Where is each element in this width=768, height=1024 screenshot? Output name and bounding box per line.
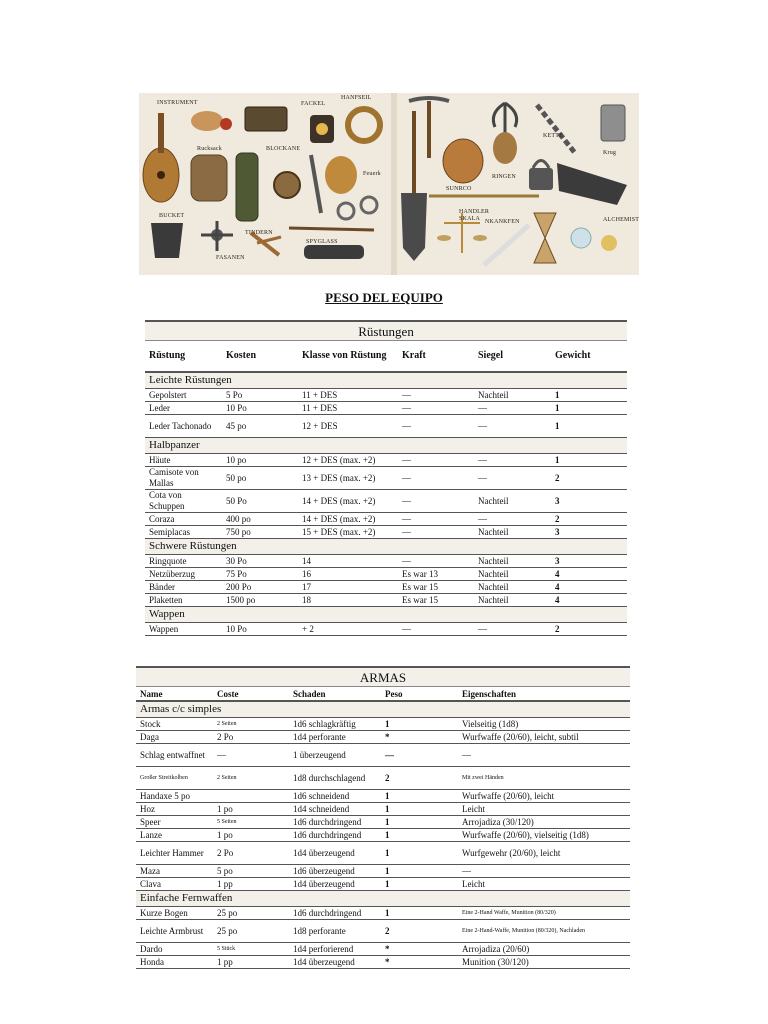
table-cell: Leder Tachonado	[145, 415, 222, 438]
table-cell: —	[381, 744, 458, 767]
table-cell: —	[398, 415, 474, 438]
table-cell: 1	[381, 878, 458, 891]
table-cell: Netzüberzug	[145, 568, 222, 581]
table-cell: Lanze	[136, 829, 213, 842]
table-cell: —	[458, 865, 630, 878]
table-row	[136, 767, 630, 790]
table-cell: —	[474, 415, 551, 438]
section-row	[145, 438, 627, 454]
table-cell: Kurze Bogen	[136, 907, 213, 920]
table-cell: + 2	[298, 623, 398, 636]
table-cell: —	[398, 490, 474, 513]
table-cell: Stock	[136, 718, 213, 731]
table-cell: 1	[381, 790, 458, 803]
table-cell: Nachteil	[474, 555, 551, 568]
table-cell: 1 po	[213, 803, 289, 816]
banner-label: ALCHEMIST	[603, 217, 639, 223]
table-cell: 4	[551, 581, 627, 594]
banner-label: FASANEN	[216, 255, 245, 261]
table-cell: 1 po	[213, 829, 289, 842]
banner-label: TINDERN	[245, 230, 273, 236]
table-row	[145, 490, 627, 513]
table-cell: —	[213, 744, 289, 767]
table-cell: Leichter Hammer	[136, 842, 213, 865]
weapons-table-caption	[136, 667, 630, 687]
column-header: Kraft	[398, 341, 474, 373]
table-cell: 1d6 durchdringend	[289, 907, 381, 920]
table-row	[136, 829, 630, 842]
table-cell: Arrojadiza (20/60)	[458, 943, 630, 956]
banner-label: KETTE	[543, 133, 563, 139]
table-cell: 1d4 perforierend	[289, 943, 381, 956]
column-header: Klasse von Rüstung	[298, 341, 398, 373]
table-cell: 25 po	[213, 920, 289, 943]
banner-label: FACKEL	[301, 101, 326, 107]
section-row	[145, 607, 627, 623]
table-cell: Nachteil	[474, 526, 551, 539]
table-row	[145, 555, 627, 568]
table-cell: 5 po	[213, 865, 289, 878]
table-cell: 2 Po	[213, 842, 289, 865]
table-cell: Nachteil	[474, 594, 551, 607]
table-row	[136, 907, 630, 920]
table-cell: 30 Po	[222, 555, 298, 568]
table-cell: Leicht	[458, 878, 630, 891]
column-header: Gewicht	[551, 341, 627, 373]
table-cell: Es war 13	[398, 568, 474, 581]
table-cell: 1d4 überzeugend	[289, 878, 381, 891]
table-cell: 4	[551, 594, 627, 607]
table-row	[136, 790, 630, 803]
table-row	[145, 415, 627, 438]
table-cell: Cota von Schuppen	[145, 490, 222, 513]
table-cell: —	[474, 454, 551, 467]
section-row	[136, 701, 630, 718]
table-cell: *	[381, 956, 458, 969]
table-cell: —	[398, 555, 474, 568]
table-cell: 3	[551, 526, 627, 539]
table-cell: 1	[381, 829, 458, 842]
table-cell: 1d4 überzeugend	[289, 956, 381, 969]
table-cell: 1	[551, 415, 627, 438]
table-cell: Wurfwaffe (20/60), leicht, subtil	[458, 731, 630, 744]
table-cell: 1500 po	[222, 594, 298, 607]
table-cell: Coraza	[145, 513, 222, 526]
table-cell: 2	[551, 623, 627, 636]
table-cell: Arrojadiza (30/120)	[458, 816, 630, 829]
table-row	[145, 581, 627, 594]
table-cell: Vielseitig (1d8)	[458, 718, 630, 731]
table-cell: Leichte Armbrust	[136, 920, 213, 943]
column-header: Siegel	[474, 341, 551, 373]
table-cell: 12 + DES	[298, 415, 398, 438]
table-row	[145, 594, 627, 607]
table-cell: Handaxe 5 po	[136, 790, 213, 803]
table-cell: 1 pp	[213, 956, 289, 969]
table-cell: Ringquote	[145, 555, 222, 568]
table-cell: —	[398, 454, 474, 467]
table-cell: 750 po	[222, 526, 298, 539]
table-cell: Wurfwaffe (20/60), vielseitig (1d8)	[458, 829, 630, 842]
table-cell: 16	[298, 568, 398, 581]
table-cell: 1	[551, 389, 627, 402]
table-cell: 1d6 durchdringend	[289, 829, 381, 842]
table-cell: 5 Po	[222, 389, 298, 402]
armor-table	[145, 320, 627, 636]
armor-caption: Rüstungen	[145, 321, 627, 341]
column-header: Eigenschaften	[458, 687, 630, 702]
section-title: Einfache Fernwaffen	[136, 891, 630, 907]
section-row	[145, 539, 627, 555]
table-cell: 1d6 schlagkräftig	[289, 718, 381, 731]
table-cell: 17	[298, 581, 398, 594]
table-cell: Nachteil	[474, 581, 551, 594]
table-cell: 1 überzeugend	[289, 744, 381, 767]
table-cell: —	[398, 513, 474, 526]
table-cell: 3	[551, 555, 627, 568]
table-cell: —	[474, 467, 551, 490]
table-cell: 1d6 überzeugend	[289, 865, 381, 878]
table-cell: Mit zwei Händen	[458, 767, 630, 790]
banner-label: HANFSEIL	[341, 95, 372, 101]
table-cell: 15 + DES (max. +2)	[298, 526, 398, 539]
section-row	[145, 372, 627, 389]
table-cell: 75 Po	[222, 568, 298, 581]
table-cell	[213, 790, 289, 803]
table-cell: Eine 2-Hand Waffe, Munition (80/320)	[458, 907, 630, 920]
table-cell: Es war 15	[398, 594, 474, 607]
equipment-drawing	[139, 93, 639, 275]
table-cell: 10 Po	[222, 402, 298, 415]
equipment-illustration	[139, 93, 639, 275]
table-cell: 12 + DES (max. +2)	[298, 454, 398, 467]
banner-label: BUCKET	[159, 213, 185, 219]
armor-table-caption	[145, 321, 627, 341]
table-row	[145, 623, 627, 636]
column-header: Rüstung	[145, 341, 222, 373]
table-cell: Dardo	[136, 943, 213, 956]
table-row	[145, 389, 627, 402]
column-header: Kosten	[222, 341, 298, 373]
column-header: Name	[136, 687, 213, 702]
table-row	[145, 454, 627, 467]
table-row	[136, 803, 630, 816]
section-row	[136, 891, 630, 907]
table-row	[136, 842, 630, 865]
column-header: Peso	[381, 687, 458, 702]
table-cell: 45 po	[222, 415, 298, 438]
banner-label: BLOCKANE	[266, 146, 301, 152]
table-row	[136, 943, 630, 956]
table-row	[136, 920, 630, 943]
table-cell: 1d6 schneidend	[289, 790, 381, 803]
table-cell: 14 + DES (max. +2)	[298, 490, 398, 513]
table-cell: 1	[381, 816, 458, 829]
armor-header-row	[145, 341, 627, 373]
table-cell: 2	[381, 920, 458, 943]
table-cell: Speer	[136, 816, 213, 829]
table-row	[145, 568, 627, 581]
table-row	[136, 744, 630, 767]
section-title: Armas c/c simples	[136, 701, 630, 718]
section-title: Wappen	[145, 607, 627, 623]
table-cell: Wappen	[145, 623, 222, 636]
table-cell: Clava	[136, 878, 213, 891]
table-cell: 3	[551, 490, 627, 513]
table-cell: 1	[381, 865, 458, 878]
table-cell: 1	[381, 803, 458, 816]
table-cell: *	[381, 731, 458, 744]
table-cell: 13 + DES (max. +2)	[298, 467, 398, 490]
table-cell: 1	[551, 402, 627, 415]
table-row	[145, 467, 627, 490]
page-title: PESO DEL EQUIPO	[325, 290, 443, 305]
banner-label: INSTRUMENT	[157, 100, 198, 106]
table-cell: 11 + DES	[298, 389, 398, 402]
table-cell: Gepolstert	[145, 389, 222, 402]
table-cell: 2	[551, 513, 627, 526]
table-cell: 10 po	[222, 454, 298, 467]
column-header: Coste	[213, 687, 289, 702]
table-cell: 200 Po	[222, 581, 298, 594]
table-cell: 1	[551, 454, 627, 467]
table-row	[136, 878, 630, 891]
table-cell: —	[398, 467, 474, 490]
table-cell: 11 + DES	[298, 402, 398, 415]
table-cell: —	[398, 402, 474, 415]
table-cell: 1d8 perforante	[289, 920, 381, 943]
banner-label: RINGEN	[492, 174, 516, 180]
table-cell: 50 Po	[222, 490, 298, 513]
table-cell: 14 + DES (max. +2)	[298, 513, 398, 526]
table-cell: 14	[298, 555, 398, 568]
table-row	[136, 816, 630, 829]
table-cell: Hoz	[136, 803, 213, 816]
table-row	[136, 865, 630, 878]
table-cell: 2	[551, 467, 627, 490]
table-cell: —	[398, 623, 474, 636]
table-row	[145, 513, 627, 526]
table-cell: Schlag entwaffnet	[136, 744, 213, 767]
table-cell: Daga	[136, 731, 213, 744]
table-cell: Nachteil	[474, 568, 551, 581]
table-cell: 4	[551, 568, 627, 581]
table-cell: —	[474, 402, 551, 415]
table-cell: Munition (30/120)	[458, 956, 630, 969]
section-title: Halbpanzer	[145, 438, 627, 454]
table-row	[145, 402, 627, 415]
table-cell: 5 Stück	[213, 943, 289, 956]
table-cell: —	[398, 526, 474, 539]
table-cell: Plaketten	[145, 594, 222, 607]
table-cell: 1d4 überzeugend	[289, 842, 381, 865]
table-cell: 25 po	[213, 907, 289, 920]
table-cell: 1	[381, 842, 458, 865]
section-title: Schwere Rüstungen	[145, 539, 627, 555]
table-cell: 2 Seiten	[213, 767, 289, 790]
banner-label: SPYGLASS	[306, 239, 338, 245]
table-cell: 1d8 durchschlagend	[289, 767, 381, 790]
table-row	[136, 731, 630, 744]
banner-label: NKANKFEN	[485, 219, 520, 225]
section-title: Leichte Rüstungen	[145, 372, 627, 389]
table-cell: —	[474, 513, 551, 526]
table-row	[145, 526, 627, 539]
table-cell: 1 pp	[213, 878, 289, 891]
table-cell: 10 Po	[222, 623, 298, 636]
banner-label: Krug	[603, 150, 617, 156]
table-cell: 2 Po	[213, 731, 289, 744]
banner-label: Feuerk	[363, 171, 381, 177]
table-cell: 1	[381, 718, 458, 731]
table-cell: Maza	[136, 865, 213, 878]
table-cell: Eine 2-Hand-Waffe, Munition (80/320), Nachladen	[458, 920, 630, 943]
table-cell: Großer Streitkolben	[136, 767, 213, 790]
table-cell: —	[398, 389, 474, 402]
table-cell: 1d4 schneidend	[289, 803, 381, 816]
banner-label: HANDLER SKALA	[459, 209, 490, 222]
table-cell: 2	[381, 767, 458, 790]
table-row	[136, 718, 630, 731]
weapons-table	[136, 666, 630, 969]
table-cell: Leicht	[458, 803, 630, 816]
table-row	[136, 956, 630, 969]
table-cell: Wurfwaffe (20/60), leicht	[458, 790, 630, 803]
weapons-caption: ARMAS	[136, 667, 630, 687]
table-cell: Wurfgewehr (20/60), leicht	[458, 842, 630, 865]
table-cell: Leder	[145, 402, 222, 415]
table-cell: Häute	[145, 454, 222, 467]
table-cell: Es war 15	[398, 581, 474, 594]
banner-label: Rucksack	[197, 146, 222, 152]
table-cell: Bänder	[145, 581, 222, 594]
table-cell: Nachteil	[474, 490, 551, 513]
table-cell: 1d6 durchdringend	[289, 816, 381, 829]
table-cell: 400 po	[222, 513, 298, 526]
table-cell: Camisote von Mallas	[145, 467, 222, 490]
table-cell: 5 Seiten	[213, 816, 289, 829]
table-cell: *	[381, 943, 458, 956]
table-cell: Semiplacas	[145, 526, 222, 539]
table-cell: 18	[298, 594, 398, 607]
table-cell: 1	[381, 907, 458, 920]
table-cell: —	[458, 744, 630, 767]
weapons-header-row	[136, 687, 630, 702]
table-cell: Honda	[136, 956, 213, 969]
column-header: Schaden	[289, 687, 381, 702]
table-cell: Nachteil	[474, 389, 551, 402]
table-cell: —	[474, 623, 551, 636]
banner-label: SUNRCO	[446, 186, 472, 192]
table-cell: 2 Seiten	[213, 718, 289, 731]
table-cell: 50 po	[222, 467, 298, 490]
table-cell: 1d4 perforante	[289, 731, 381, 744]
